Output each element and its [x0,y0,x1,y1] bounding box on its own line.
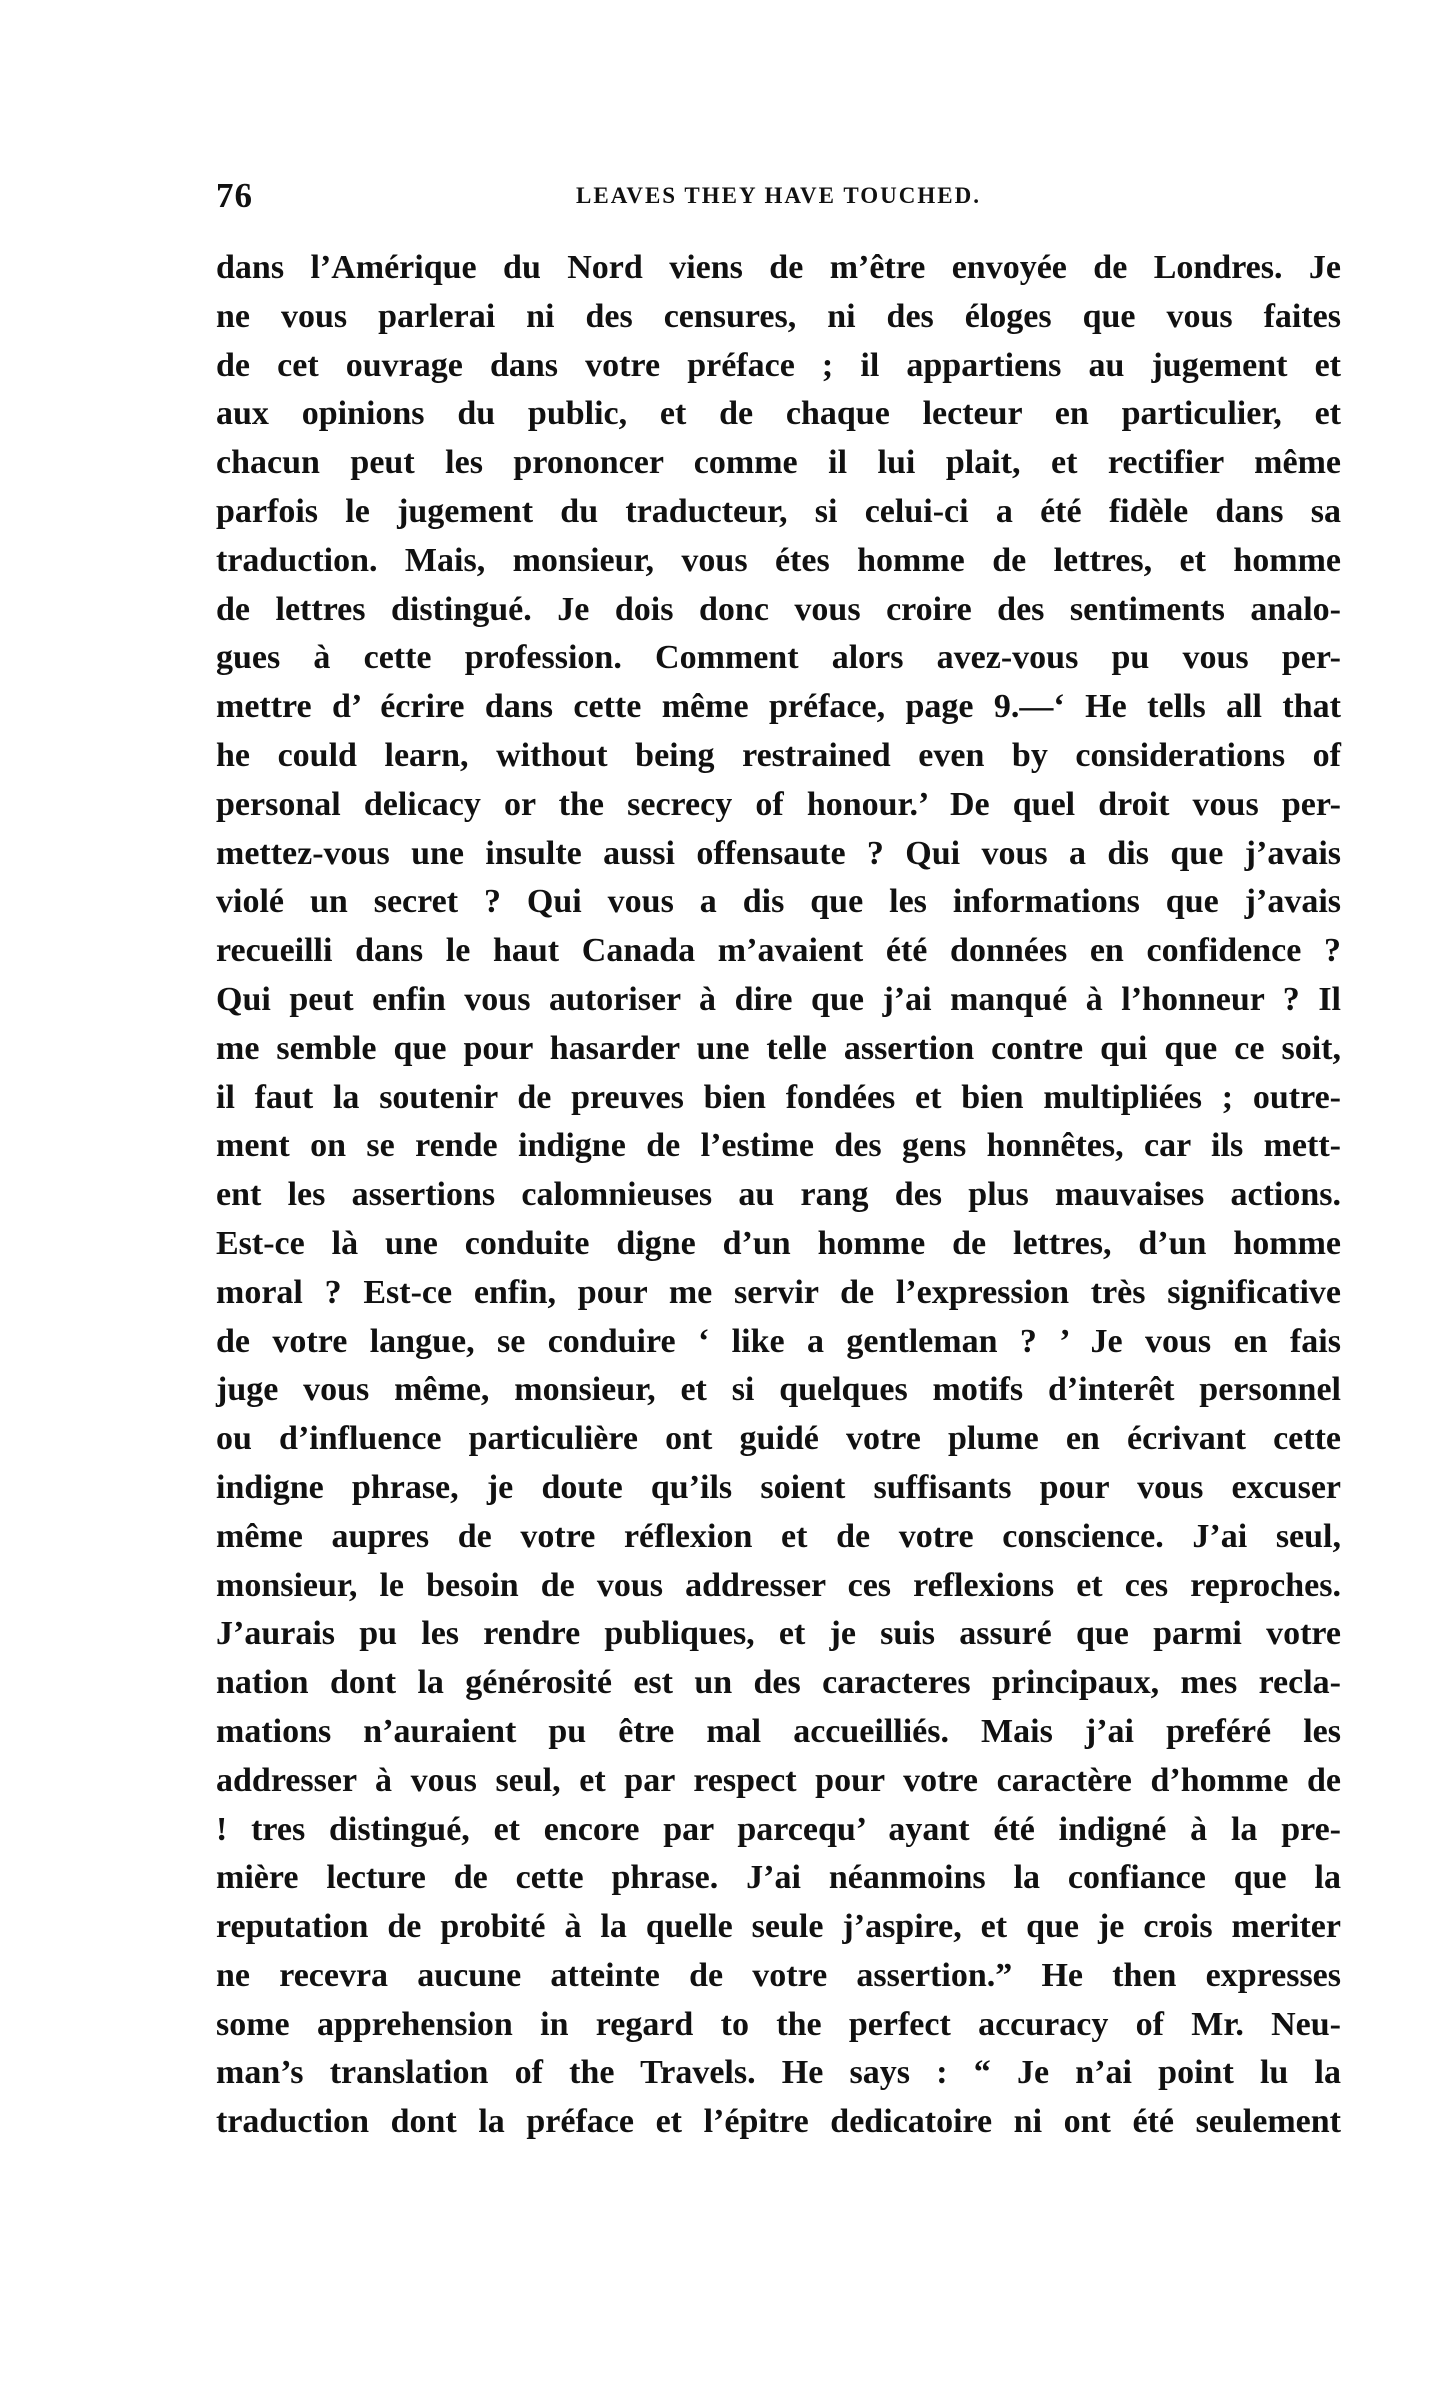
running-head [216,176,1341,220]
text-line: moral ? Est-ce enfin, pour me servir de l’expression très significative [216,1273,1341,1311]
text-line: dans l’Amérique du Nord viens de m’être envoyée de Londres. Je [216,249,1341,286]
text-line: de votre langue, se conduire ‘ like a gentleman ? ’ Je vous en fais [216,1322,1341,1360]
text-line: he could learn, without being restrained even by considerations of [216,736,1341,774]
text-line: ! tres distingué, et encore par parcequ’ ayant été indigné à la pre- [216,1810,1341,1848]
text-line: mettre d’ écrire dans cette même préface, page 9.—‘ He tells all that [216,688,1341,726]
text-line: chacun peut les prononcer comme il lui plait, et rectifier même [216,444,1341,482]
text-line: me semble que pour hasarder une telle assertion contre qui que ce soit, [216,1029,1341,1067]
text-line: some apprehension in regard to the perfect accuracy of Mr. Neu- [216,2005,1341,2043]
text-line: mière lecture de cette phrase. J’ai néanmoins la confiance que la [216,1859,1341,1897]
text-line: personal delicacy or the secrecy of honour.’ De quel droit vous per- [216,785,1341,823]
page-number: 76 [216,176,253,215]
text-line: J’aurais pu les rendre publiques, et je suis assuré que parmi votre [216,1615,1341,1653]
text-line: parfois le jugement du traducteur, si celui-ci a été fidèle dans sa [216,492,1341,530]
text-line: aux opinions du public, et de chaque lecteur en particulier, et [216,395,1341,433]
text-line: mettez-vous une insulte aussi offensaute ? Qui vous a dis que j’avais [216,834,1341,872]
text-line: ment on se rende indigne de l’estime des gens honnêtes, car ils mett- [216,1127,1341,1165]
text-line: reputation de probité à la quelle seule j’aspire, et que je crois meriter [216,1908,1341,1946]
text-line: traduction. Mais, monsieur, vous étes homme de lettres, et homme [216,541,1341,579]
text-line: man’s translation of the Travels. He says : “ Je n’ai point lu la [216,2054,1341,2092]
text-line: violé un secret ? Qui vous a dis que les informations que j’avais [216,883,1341,921]
text-line: Qui peut enfin vous autoriser à dire que j’ai manqué à l’honneur ? Il [216,980,1341,1018]
text-line: ou d’influence particulière ont guidé votre plume en écrivant cette [216,1420,1341,1458]
text-line: gues à cette profession. Comment alors avez-vous pu vous per- [216,639,1341,677]
text-line: traduction dont la préface et l’épitre dedicatoire ni ont été seulement [216,2103,1341,2141]
text-line: nation dont la générosité est un des caracteres principaux, mes recla- [216,1664,1341,1702]
body-text [216,244,1341,2147]
text-line: monsieur, le besoin de vous addresser ces reflexions et ces reproches. [216,1566,1341,1604]
text-line: ne vous parlerai ni des censures, ni des éloges que vous faites [216,297,1341,335]
text-line: de lettres distingué. Je dois donc vous croire des sentiments analo- [216,590,1341,628]
text-line: indigne phrase, je doute qu’ils soient suffisants pour vous excuser [216,1468,1341,1506]
text-line: ent les assertions calomnieuses au rang des plus mauvaises actions. [216,1176,1341,1214]
text-line: addresser à vous seul, et par respect pour votre caractère d’homme de [216,1761,1341,1799]
text-line: recueilli dans le haut Canada m’avaient été données en confidence ? [216,932,1341,970]
text-line: mations n’auraient pu être mal accueilliés. Mais j’ai preféré les [216,1712,1341,1750]
text-line: même aupres de votre réflexion et de votre conscience. J’ai seul, [216,1517,1341,1555]
text-line: de cet ouvrage dans votre préface ; il appartiens au jugement et [216,346,1341,384]
text-line: juge vous même, monsieur, et si quelques motifs d’interêt personnel [216,1371,1341,1409]
text-line: il faut la soutenir de preuves bien fondées et bien multipliées ; outre- [216,1078,1341,1116]
text-line: Est-ce là une conduite digne d’un homme de lettres, d’un homme [216,1224,1341,1262]
text-line: ne recevra aucune atteinte de votre assertion.” He then expresses [216,1956,1341,1994]
running-title: LEAVES THEY HAVE TOUCHED. [576,183,981,208]
